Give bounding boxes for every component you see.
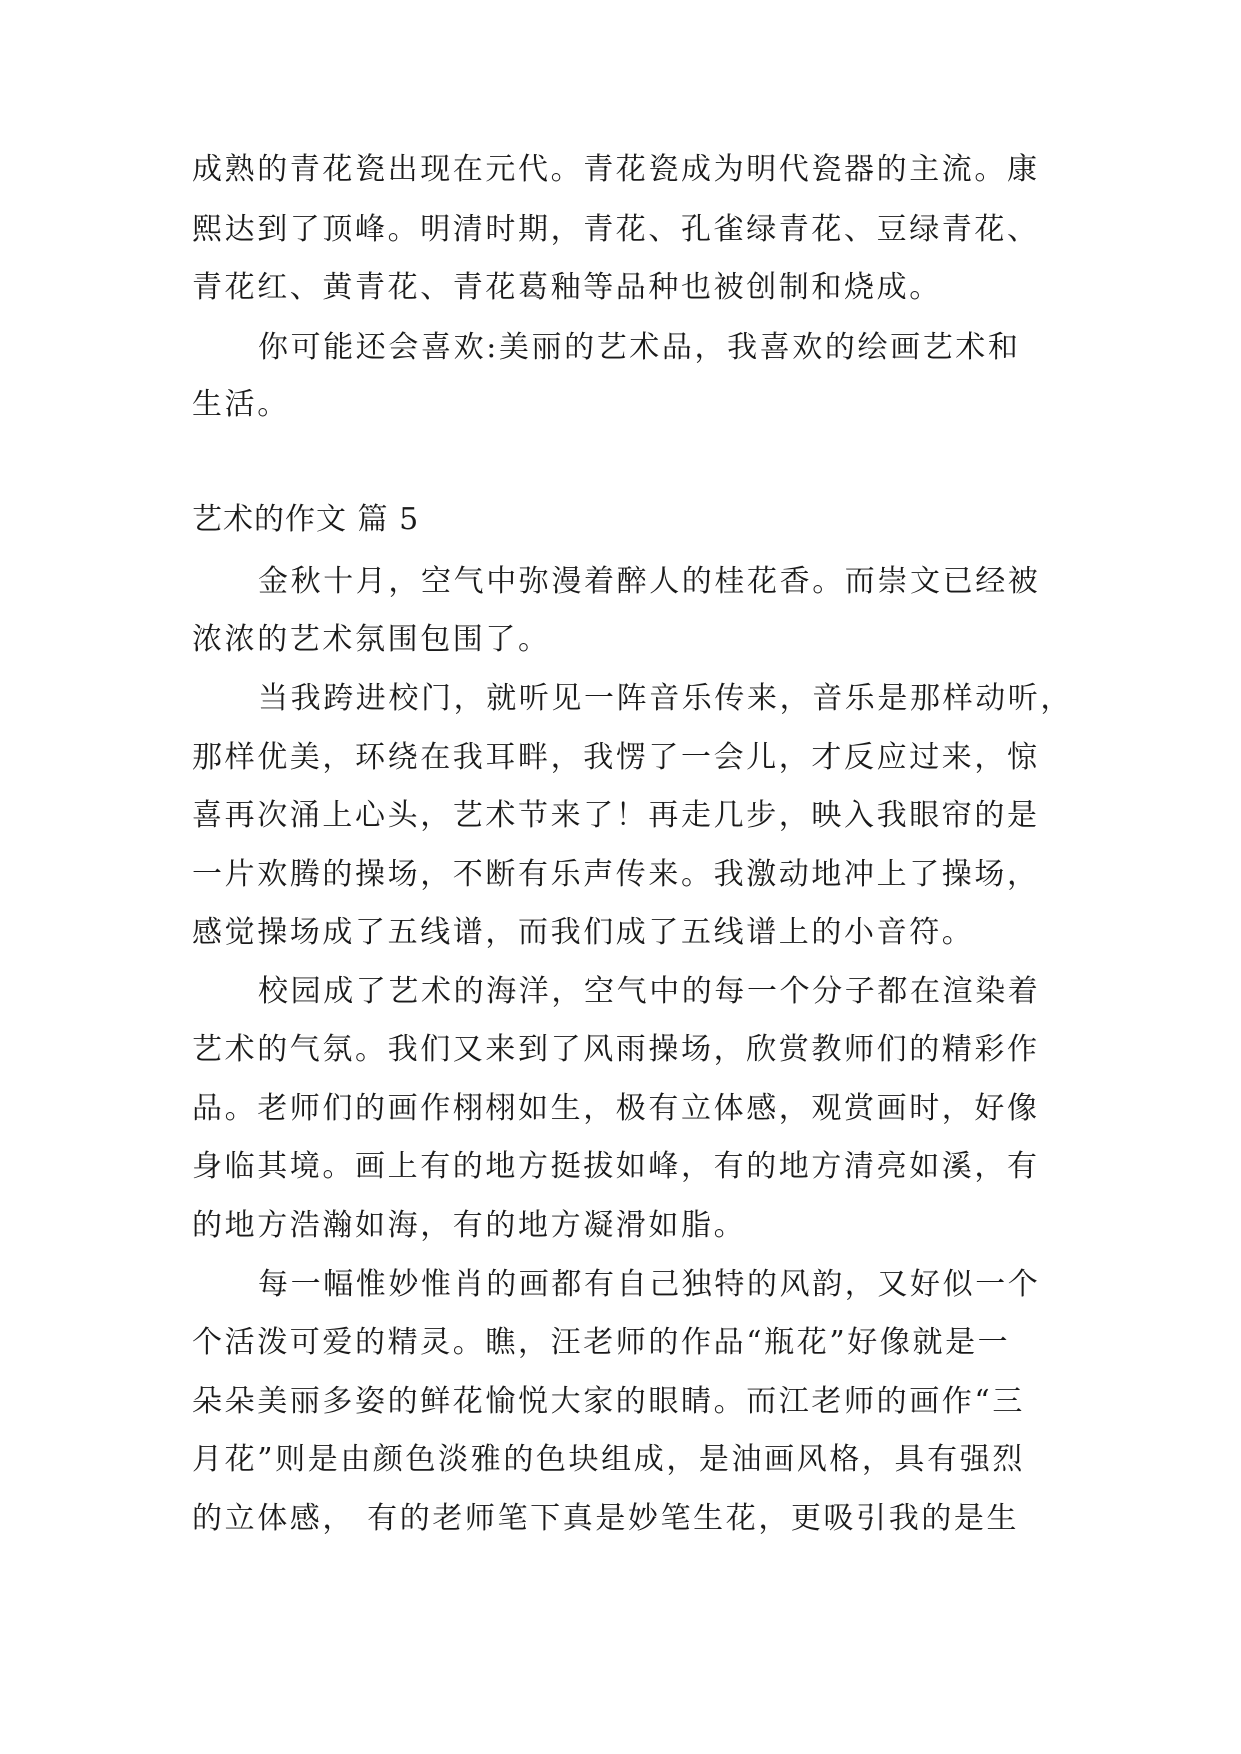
text-line: 身临其境。画上有的地方挺拔如峰，有的地方清亮如溪，有 [192,1149,1040,1184]
text-line: 一片欢腾的操场，不断有乐声传来。我激动地冲上了操场， [192,857,1040,892]
text-line: 成熟的青花瓷出现在元代。青花瓷成为明代瓷器的主流。康 [192,152,1040,187]
section-heading: 艺术的作文 篇 5 [192,502,420,537]
text-line: 喜再次涌上心头，艺术节来了！再走几步，映入我眼帘的是 [192,798,1040,833]
text-line: 熙达到了顶峰。明清时期，青花、孔雀绿青花、豆绿青花、 [192,212,1040,247]
text-line: 品。老师们的画作栩栩如生，极有立体感，观赏画时，好像 [192,1091,1040,1126]
text-line: 月花”则是由颜色淡雅的色块组成，是油画风格，具有强烈 [192,1442,1025,1477]
text-line: 你可能还会喜欢:美丽的艺术品，我喜欢的绘画艺术和 [258,330,1021,365]
text-line: 校园成了艺术的海洋，空气中的每一个分子都在渲染着 [258,974,1041,1009]
text-line: 的立体感， 有的老师笔下真是妙笔生花，更吸引我的是生 [192,1501,1020,1536]
text-line: 艺术的气氛。我们又来到了风雨操场，欣赏教师们的精彩作 [192,1032,1040,1067]
text-line: 的地方浩瀚如海，有的地方凝滑如脂。 [192,1208,747,1243]
text-line: 生活。 [192,387,290,422]
text-line: 个活泼可爱的精灵。瞧，汪老师的作品“瓶花”好像就是一 [192,1325,1011,1360]
text-line: 浓浓的艺术氛围包围了。 [192,622,551,657]
text-line: 感觉操场成了五线谱，而我们成了五线谱上的小音符。 [192,915,975,950]
text-line: 青花红、黄青花、青花葛釉等品种也被创制和烧成。 [192,270,942,305]
text-line: 那样优美，环绕在我耳畔，我愣了一会儿，才反应过来，惊 [192,740,1040,775]
text-line: 金秋十月，空气中弥漫着醉人的桂花香。而崇文已经被 [258,564,1041,599]
text-line: 朵朵美丽多姿的鲜花愉悦大家的眼睛。而江老师的画作“三 [192,1384,1025,1419]
text-line: 每一幅惟妙惟肖的画都有自己独特的风韵，又好似一个 [258,1267,1041,1302]
text-line: 当我跨进校门，就听见一阵音乐传来，音乐是那样动听， [258,681,1073,716]
